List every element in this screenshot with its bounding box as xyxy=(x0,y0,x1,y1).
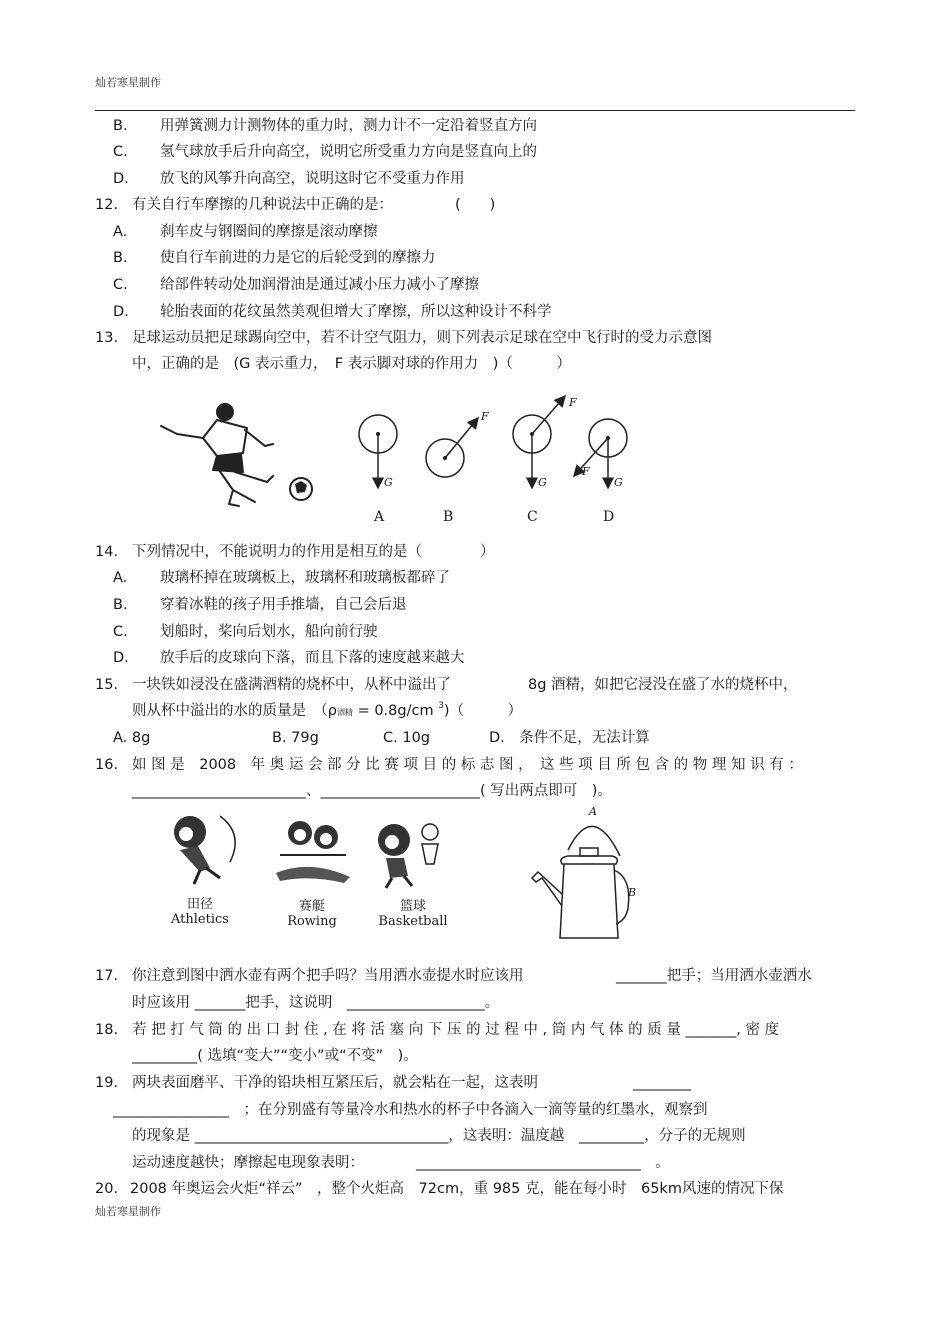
q15-line2b: = 0.8g/cm xyxy=(357,703,434,719)
q14-option-c: 划船时，桨向后划水，船向前行驶 xyxy=(160,624,378,640)
q18-line1: 若 把 打 气 筒 的 出 口 封 住 , 在 将 活 塞 向 下 压 的 过 程 中 , 筒 内 气 体 的 质 量 _______, 密 度 xyxy=(132,1022,780,1038)
q15-line1b: 8g 酒精，如把它浸没在盛了水的烧杯中， xyxy=(528,677,798,693)
page-header: 灿若寒星制作 xyxy=(95,76,161,89)
page-footer: 灿若寒星制作 xyxy=(95,1205,161,1218)
q19-line1b: ________ xyxy=(633,1075,691,1091)
q19-line1a: 两块表面磨平、干净的铅块相互紧压后，就会粘在一起，这表明 xyxy=(132,1075,538,1091)
q12-answer-paren: ( ) xyxy=(455,197,496,213)
diagram-label-b: B xyxy=(443,509,454,525)
athletics-cn: 田径 xyxy=(186,897,213,912)
q15-option-d: D. 条件不足，无法计算 xyxy=(489,730,650,746)
q15-line1a: 一块铁如浸没在盛满酒精的烧杯中，从杯中溢出了 xyxy=(132,677,451,693)
q12-option-d: 轮胎表面的花纹虽然美观但增大了摩擦，所以这种设计不科学 xyxy=(160,304,552,320)
q16-line2: ________________________、______________________( 写出两点即可 )。 xyxy=(132,783,612,799)
q14-option-d-letter: D. xyxy=(113,650,129,666)
rowing-caption xyxy=(282,899,342,929)
q19-line3: 的现象是 ___________________________________，这表明：温度越 _________，分子的无规则 xyxy=(132,1128,746,1144)
q12-option-c: 给部件转动处加润滑油是通过减小压力减小了摩擦 xyxy=(160,277,479,293)
q13-stem-line2: 中，正确的是 (G 表示重力， F 表示脚对球的作用力 )（ ） xyxy=(132,356,571,372)
q15-line2c: )（ ） xyxy=(443,703,523,719)
cubic-superscript: 3 xyxy=(438,701,444,711)
rowing-pictogram xyxy=(270,815,355,890)
q14-option-a-letter: A. xyxy=(113,570,128,586)
soccer-player-illustration xyxy=(155,398,320,513)
q17-line1a: 你注意到图中洒水壶有两个把手吗？当用洒水壶提水时应该用 xyxy=(132,968,524,984)
label-g-a: G xyxy=(384,476,393,489)
q19-line4b: _______________________________ 。 xyxy=(416,1155,670,1171)
label-g-c: G xyxy=(538,476,547,489)
q16-line1: 如 图 是 2008 年 奥 运 会 部 分 比 赛 项 目 的 标 志 图 ， 这 些 项 目 所 包 含 的 物 理 知 识 有 ： xyxy=(132,757,803,773)
q12-number: 12. xyxy=(95,197,119,213)
athletics-en: Athletics xyxy=(171,912,229,927)
q12-option-b: 使自行车前进的力是它的后轮受到的摩擦力 xyxy=(160,250,436,266)
q11-option-b: 用弹簧测力计测物体的重力时，测力计不一定沿着竖直方向 xyxy=(160,118,537,134)
kettle-label-a: A xyxy=(589,805,597,818)
rowing-cn: 赛艇 xyxy=(298,899,325,914)
q16-number: 16. xyxy=(95,757,119,773)
rho-subscript: 酒精 xyxy=(336,708,353,717)
q14-stem: 下列情况中，不能说明力的作用是相互的是（ ） xyxy=(132,544,495,560)
q11-option-d: 放飞的风筝升向高空，说明这时它不受重力作用 xyxy=(160,171,465,187)
q14-option-a: 玻璃杯掉在玻璃板上，玻璃杯和玻璃板都碎了 xyxy=(160,570,450,586)
q15-option-a: A. 8g xyxy=(113,730,151,746)
force-diagrams xyxy=(350,396,640,496)
q12-option-a-letter: A. xyxy=(113,224,128,240)
q12-option-d-letter: D. xyxy=(113,304,129,320)
q19-number: 19. xyxy=(95,1075,119,1091)
q15-line2 xyxy=(132,702,522,722)
q11-option-c: 氢气球放手后升向高空，说明它所受重力方向是竖直向上的 xyxy=(160,144,537,160)
q15-line2a: 则从杯中溢出的水的质量是 （ρ xyxy=(132,703,337,719)
q15-option-b: B. 79g xyxy=(272,730,319,746)
basketball-caption xyxy=(374,899,452,929)
q14-number: 14. xyxy=(95,544,119,560)
label-f-d: F xyxy=(582,465,590,478)
q11-option-d-letter: D. xyxy=(113,171,129,187)
q14-option-c-letter: C. xyxy=(113,624,128,640)
q15-option-c: C. 10g xyxy=(383,730,430,746)
q13-stem-line1: 足球运动员把足球踢向空中，若不计空气阻力，则下列表示足球在空中飞行时的受力示意图 xyxy=(132,330,712,346)
q15-number: 15. xyxy=(95,677,119,693)
label-f-b: F xyxy=(481,410,489,423)
basketball-cn: 篮球 xyxy=(399,899,426,914)
label-g-d: G xyxy=(614,476,623,489)
q11-option-b-letter: B. xyxy=(113,118,128,134)
q18-number: 18. xyxy=(95,1022,119,1038)
q14-option-d: 放手后的皮球向下落，而且下落的速度越来越大 xyxy=(160,650,465,666)
q20-number: 20. xyxy=(95,1181,119,1197)
athletics-pictogram xyxy=(160,812,245,892)
q18-line2: _________( 选填“变大”“变小”或“不变” )。 xyxy=(132,1048,418,1064)
q12-stem: 有关自行车摩擦的几种说法中正确的是： xyxy=(132,197,393,213)
q17-number: 17. xyxy=(95,968,119,984)
q19-line2: ________________ ；在分别盛有等量冷水和热水的杯子中各滴入一滴等量的红墨水，观察到 xyxy=(113,1102,708,1118)
q11-option-c-letter: C. xyxy=(113,144,128,160)
label-f-c: F xyxy=(569,396,577,409)
watering-can-illustration xyxy=(528,808,638,948)
rowing-en: Rowing xyxy=(287,914,337,929)
q14-option-b-letter: B. xyxy=(113,597,128,613)
kettle-label-b: B xyxy=(628,886,637,899)
diagram-label-c: C xyxy=(527,509,538,525)
basketball-en: Basketball xyxy=(378,914,448,929)
diagram-label-a: A xyxy=(374,509,385,525)
q14-option-b: 穿着冰鞋的孩子用手推墙，自己会后退 xyxy=(160,597,407,613)
basketball-pictogram xyxy=(368,818,448,890)
q17-line2: 时应该用 _______把手，这说明 ___________________。 xyxy=(132,995,500,1011)
q12-option-c-letter: C. xyxy=(113,277,128,293)
athletics-caption xyxy=(170,897,230,927)
q20-text: 2008 年奥运会火炬“祥云” ，整个火炬高 72cm，重 985 克，能在每小时 65km风速的情况下保 xyxy=(130,1181,784,1197)
header-rule xyxy=(95,110,855,111)
q17-line1b: _______把手；当用洒水壶洒水 xyxy=(616,968,812,984)
q13-number: 13. xyxy=(95,330,119,346)
q12-option-b-letter: B. xyxy=(113,250,128,266)
q12-option-a: 刹车皮与钢圈间的摩擦是滚动摩擦 xyxy=(160,224,378,240)
diagram-label-d: D xyxy=(603,509,615,525)
q19-line4a: 运动速度越快；摩擦起电现象表明： xyxy=(132,1155,364,1171)
